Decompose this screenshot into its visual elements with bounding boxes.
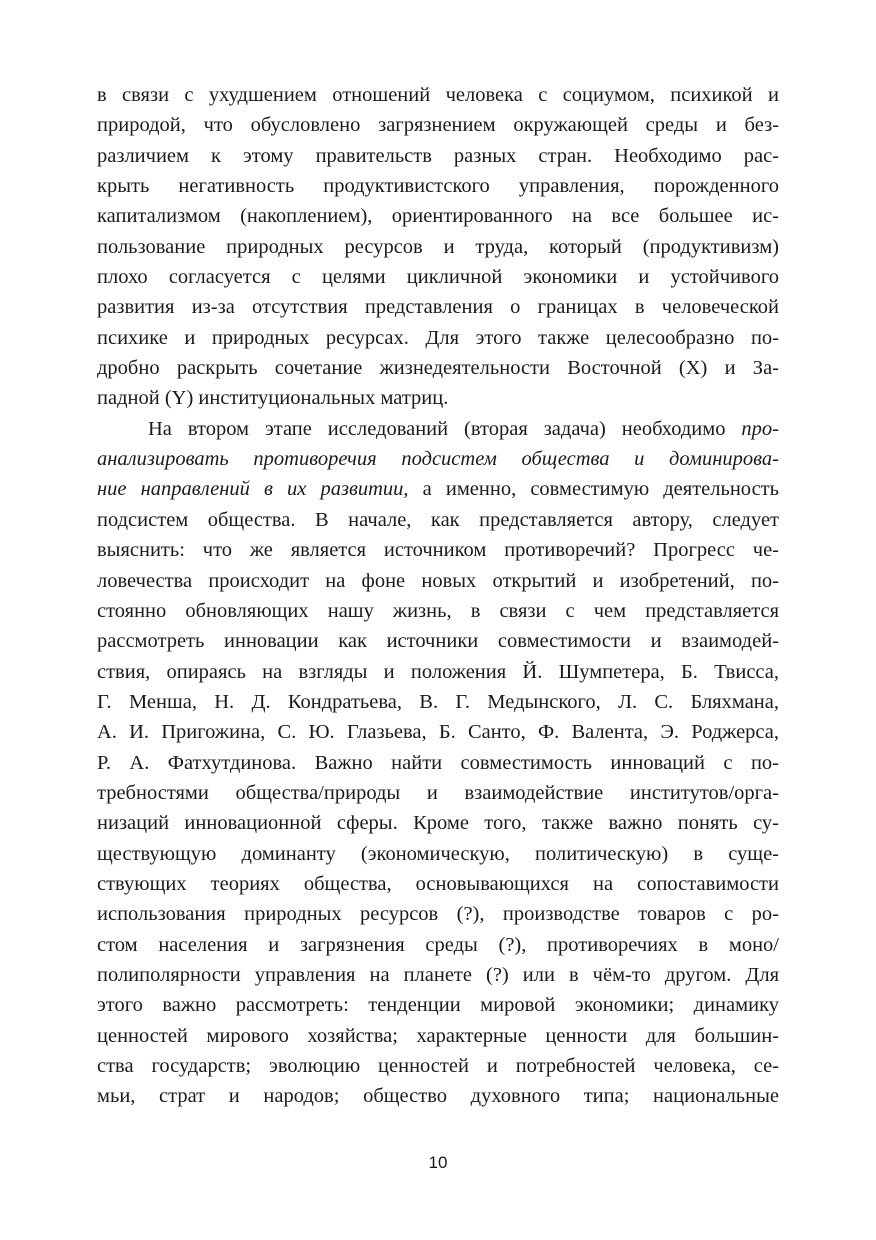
paragraph1-line: различием к этому правительств разных стран. Необходимо рас- bbox=[97, 144, 779, 167]
paragraph2-line: требностями общества/природы и взаимодействие институтов/орга- bbox=[97, 781, 779, 804]
page-number: 10 bbox=[428, 1153, 448, 1172]
paragraph2-line: стоянно обновляющих нашу жизнь, в связи с чем представляется bbox=[97, 599, 779, 622]
paragraph2-line: низаций инновационной сферы. Кроме того, также важно понять су- bbox=[97, 812, 779, 835]
paragraph1-line: пользование природных ресурсов и труда, который (продуктивизм) bbox=[97, 235, 779, 258]
paragraph2-line: А. И. Пригожина, С. Ю. Глазьева, Б. Санто, Ф. Валента, Э. Роджерса, bbox=[97, 721, 779, 744]
paragraph2-line: полиполярности управления на планете (?) или в чём-то другом. Для bbox=[97, 963, 779, 986]
paragraph2-line: ценностей мирового хозяйства; характерные ценности для большин- bbox=[97, 1024, 779, 1047]
paragraph1-line: капитализмом (накоплением), ориентированного на все большее ис- bbox=[97, 205, 779, 228]
paragraph1-line: природой, что обусловлено загрязнением окружающей среды и без- bbox=[97, 114, 779, 137]
paragraph2-line: ловечества происходит на фоне новых открытий и изобретений, по- bbox=[97, 569, 779, 592]
paragraph2-line: подсистем общества. В начале, как представляется автору, следует bbox=[97, 508, 779, 531]
paragraph1-line: падной (Y) институциональных матриц. bbox=[97, 387, 449, 410]
paragraph2-first-line bbox=[97, 414, 779, 444]
paragraph1-line: дробно раскрыть сочетание жизнедеятельности Восточной (X) и За- bbox=[97, 357, 779, 380]
paragraph1-line: психике и природных ресурсах. Для этого также целесообразно по- bbox=[97, 326, 779, 349]
paragraph2-line: этого важно рассмотреть: тенденции мировой экономики; динамику bbox=[97, 994, 779, 1017]
body-text bbox=[97, 80, 779, 1112]
paragraph2-line: выяснить: что же является источником противоречий? Прогресс че- bbox=[97, 539, 779, 562]
paragraph2-line2-italic: анализировать противоречия подсистем общества и доминирова- bbox=[97, 448, 779, 471]
paragraph2-line bbox=[97, 474, 779, 504]
paragraph2-line: Р. А. Фатхутдинова. Важно найти совместимость инноваций с по- bbox=[97, 751, 779, 774]
paragraph2-line: ства государств; эволюцию ценностей и потребностей человека, се- bbox=[97, 1055, 779, 1077]
paragraph2-line: ществующую доминанту (экономическую, политическую) в суще- bbox=[97, 842, 779, 865]
paragraph2-line3-plain: , а именно, совместимую деятельность bbox=[403, 478, 779, 501]
paragraph2-line: использования природных ресурсов (?), производстве товаров с ро- bbox=[97, 903, 779, 926]
paragraph1-line: плохо согласуется с целями цикличной экономики и устойчивого bbox=[97, 266, 779, 289]
paragraph2-line: мьи, страт и народов; общество духовного типа; национальные bbox=[97, 1085, 779, 1108]
paragraph2-line1-plain: На втором этапе исследований (вторая задача) необходимо bbox=[148, 417, 742, 440]
paragraph2-line: ствия, опираясь на взгляды и положения Й. Шумпетера, Б. Твисса, bbox=[97, 660, 779, 683]
paragraph2-line1-italic: про- bbox=[741, 417, 779, 440]
paragraph2-line3-italic: ние направлений в их развитии bbox=[97, 478, 404, 501]
paragraph1-line: крыть негативность продуктивистского управления, порожденного bbox=[97, 175, 779, 198]
paragraph2-line: ствующих теориях общества, основывающихся на сопоставимости bbox=[97, 872, 779, 895]
paragraph1-line: в связи с ухудшением отношений человека с социумом, психикой и bbox=[97, 84, 779, 106]
paragraph2-line: Г. Менша, Н. Д. Кондратьева, В. Г. Медынского, Л. С. Бляхмана, bbox=[97, 690, 779, 713]
paragraph2-line: рассмотреть инновации как источники совместимости и взаимодей- bbox=[97, 630, 779, 653]
paragraph2-line bbox=[97, 444, 779, 474]
paragraph2-line: стом населения и загрязнения среды (?), противоречиях в моно/ bbox=[97, 933, 779, 956]
paragraph1-line: развития из-за отсутствия представления о границах в человеческой bbox=[97, 296, 779, 319]
